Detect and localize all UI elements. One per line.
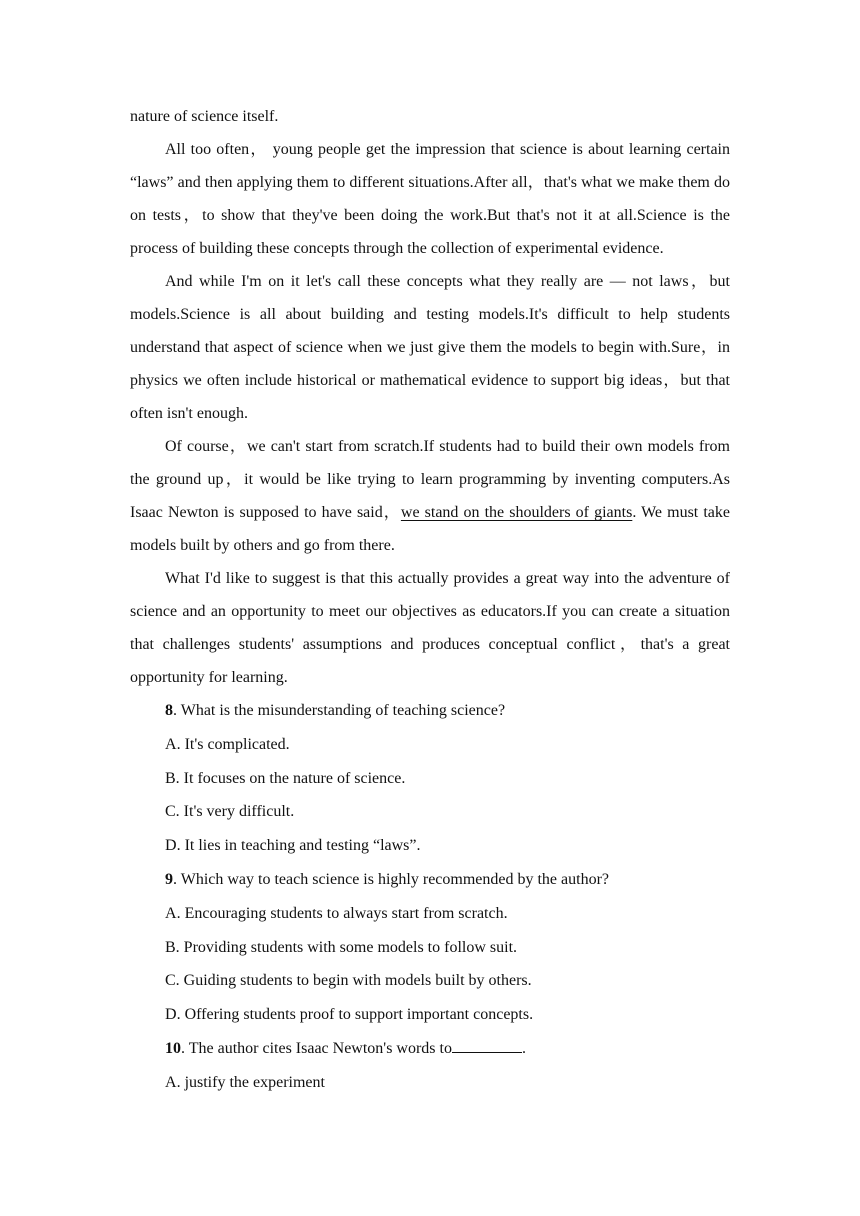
- question-8: [130, 694, 730, 863]
- option-sep: .: [175, 938, 184, 956]
- question-10: [130, 1032, 730, 1100]
- option-text: It's very difficult.: [183, 803, 295, 821]
- option-letter: A: [165, 904, 177, 922]
- passage-paragraph-1: All too often， young people get the impression that science is about learning certain “laws” and then applying them to different situations.After all，that's what we make them do on tests，to show that they've been doing the work.But that's not it at all.Science is the process of building these concepts through the collection of experimental evidence.: [130, 141, 730, 257]
- option-letter: C: [165, 972, 176, 990]
- passage-paragraph-2: And while I'm on it let's call these concepts what they really are — not laws，but models.Science is all about building and testing models.It's difficult to help students understand that aspect of science when we just give them the models to begin with.Sure，in physics we often include historical or mathematical evidence to support big ideas，but that often isn't enough.: [130, 273, 730, 422]
- option-item: [130, 728, 730, 762]
- question-text: What is the misunderstanding of teaching science?: [180, 702, 506, 719]
- option-item: [130, 1066, 730, 1100]
- question-stem-end: .: [521, 1039, 526, 1057]
- question-sep: .: [173, 870, 181, 888]
- option-letter: B: [165, 769, 176, 787]
- passage-paragraph-4: What I'd like to suggest is that this actually provides a great way into the adventure of science and an opportunity to meet our objectives as educators.If you can create a situation that challenges students' assumptions and produces conceptual conflict，that's a great opportunity for learning.: [130, 570, 730, 686]
- question-number: 9: [165, 870, 173, 888]
- option-text: It lies in teaching and testing “laws”.: [184, 837, 421, 855]
- question-sep: .: [181, 1039, 189, 1057]
- question-stem: [130, 863, 730, 897]
- question-stem: [130, 1032, 730, 1066]
- option-text: Offering students proof to support important concepts.: [184, 1006, 534, 1024]
- option-text: It focuses on the nature of science.: [183, 769, 406, 787]
- option-sep: .: [176, 1006, 185, 1024]
- option-sep: .: [176, 735, 185, 753]
- option-text: Guiding students to begin with models built by others.: [183, 972, 532, 990]
- passage-paragraph-3-text: Of course，we can't start from scratch.If students had to build their own models from the ground up，it would be like trying to learn programming by inventing computers.As Isaac Newton is supposed to have said，: [130, 438, 730, 521]
- option-letter: D: [165, 837, 177, 855]
- passage-paragraph-3-end: . We must take models built by others and go from there.: [130, 504, 730, 554]
- question-text: The author cites Isaac Newton's words to: [188, 1039, 452, 1057]
- option-sep: .: [176, 837, 185, 855]
- answer-blank: [452, 1038, 522, 1053]
- option-item: [130, 931, 730, 965]
- question-text: Which way to teach science is highly recommended by the author?: [180, 870, 610, 888]
- option-item: [130, 964, 730, 998]
- option-text: Encouraging students to always start from scratch.: [184, 904, 508, 922]
- question-number: 10: [165, 1039, 181, 1057]
- question-9: [130, 863, 730, 1032]
- option-sep: .: [175, 769, 184, 787]
- option-sep: .: [176, 1073, 185, 1091]
- option-item: [130, 795, 730, 829]
- passage-paragraph-3: [130, 430, 730, 562]
- option-sep: .: [175, 972, 184, 990]
- option-text: Providing students with some models to follow suit.: [183, 938, 518, 956]
- option-text: It's complicated.: [184, 735, 290, 753]
- passage-paragraph-0: nature of science itself.: [130, 108, 279, 125]
- underlined-quote: we stand on the shoulders of giants: [400, 504, 633, 521]
- question-stem: [130, 694, 730, 728]
- option-letter: C: [165, 803, 176, 821]
- option-letter: D: [165, 1006, 177, 1024]
- option-sep: .: [176, 904, 185, 922]
- option-item: [130, 829, 730, 863]
- option-text: justify the experiment: [184, 1073, 325, 1091]
- option-item: [130, 998, 730, 1032]
- question-sep: .: [173, 702, 181, 719]
- option-sep: .: [175, 803, 184, 821]
- option-letter: A: [165, 735, 177, 753]
- option-item: [130, 762, 730, 796]
- option-item: [130, 897, 730, 931]
- option-letter: A: [165, 1073, 177, 1091]
- document-page: [130, 100, 730, 1100]
- option-letter: B: [165, 938, 176, 956]
- question-number: 8: [165, 702, 173, 719]
